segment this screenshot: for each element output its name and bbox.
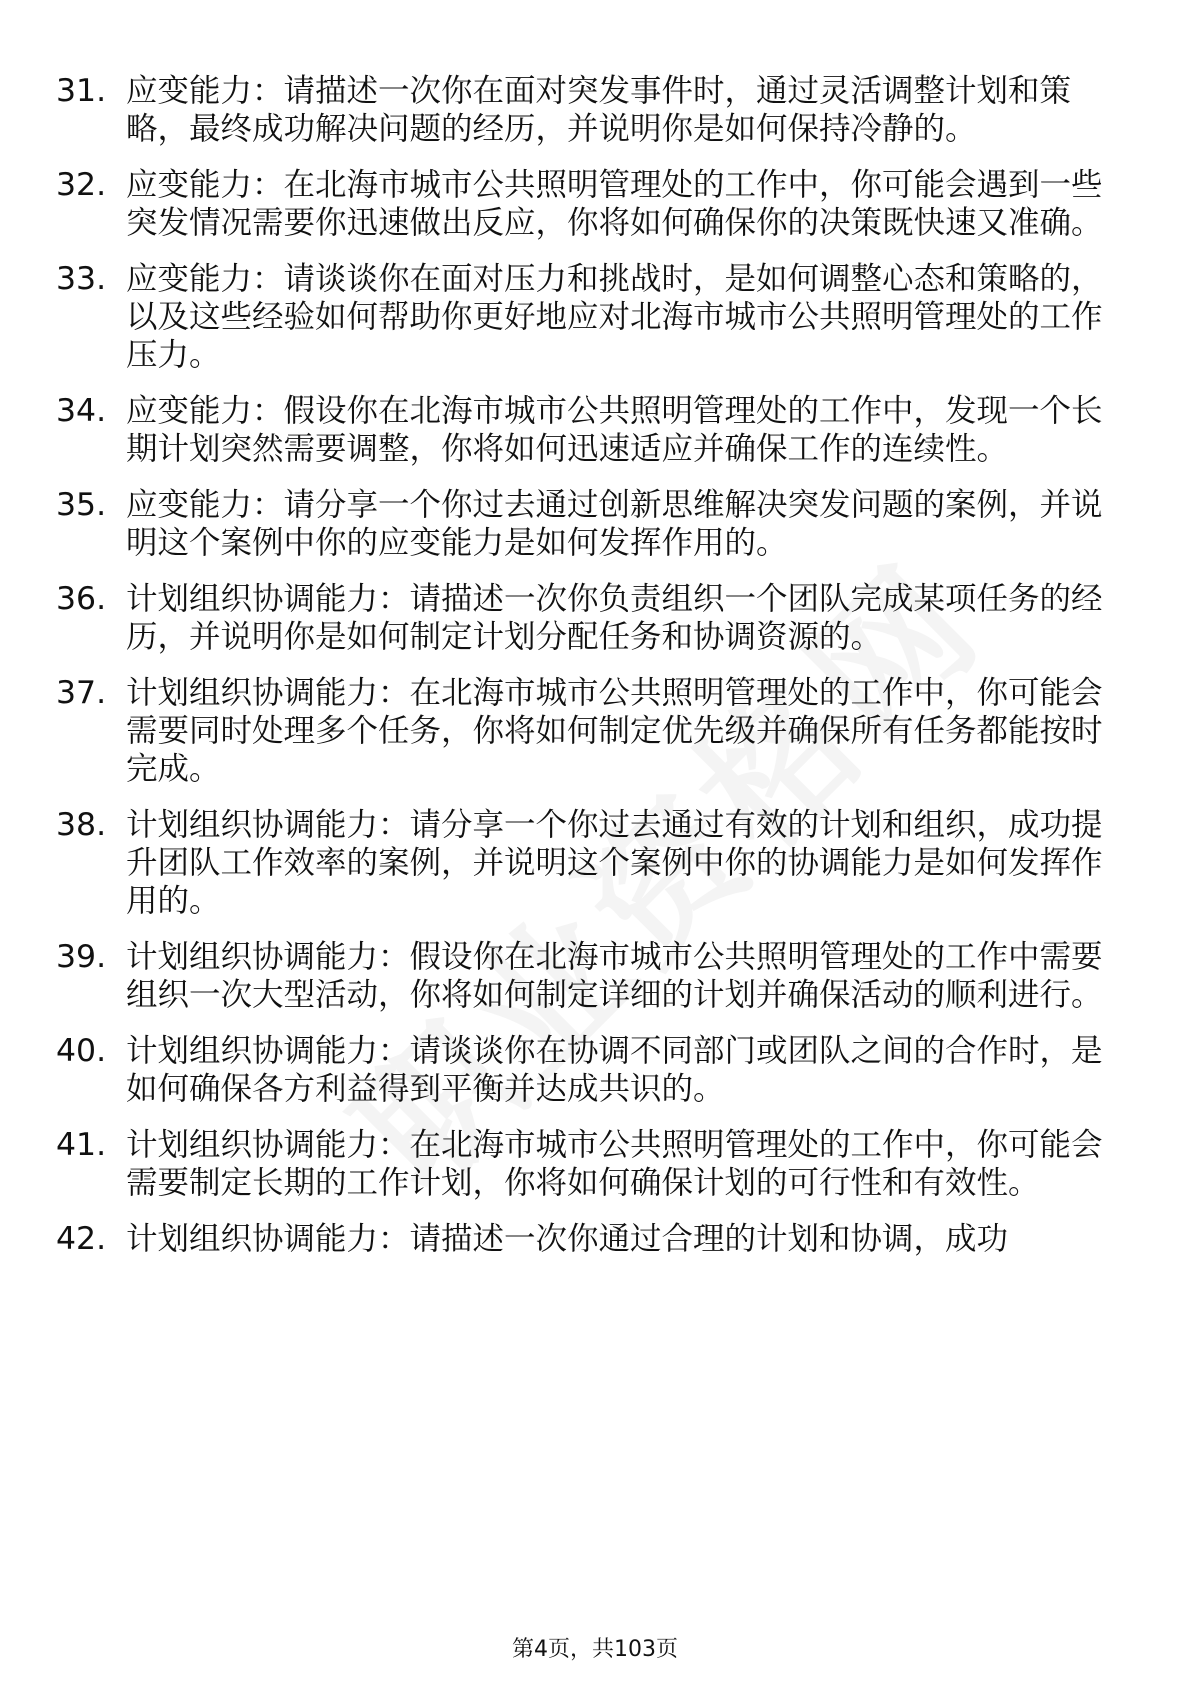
page-footer	[0, 1632, 1190, 1663]
question-number: 32.	[56, 167, 107, 203]
question-number: 35.	[56, 487, 107, 523]
question-item	[56, 260, 1116, 374]
question-text: 计划组织协调能力：请谈谈你在协调不同部门或团队之间的合作时，是如何确保各方利益得到平衡并达成共识的。	[126, 1033, 1103, 1107]
question-item	[56, 392, 1116, 468]
question-item	[56, 166, 1116, 242]
question-number: 38.	[56, 807, 107, 843]
question-item	[56, 938, 1116, 1014]
question-number: 39.	[56, 939, 107, 975]
question-number: 37.	[56, 675, 107, 711]
question-number: 41.	[56, 1127, 107, 1163]
question-text: 应变能力：在北海市城市公共照明管理处的工作中，你可能会遇到一些突发情况需要你迅速做出反应，你将如何确保你的决策既快速又准确。	[126, 167, 1103, 241]
question-item	[56, 1220, 1116, 1258]
question-item	[56, 486, 1116, 562]
question-text: 应变能力：请谈谈你在面对压力和挑战时，是如何调整心态和策略的，以及这些经验如何帮助你更好地应对北海市城市公共照明管理处的工作压力。	[126, 261, 1103, 373]
question-text: 计划组织协调能力：假设你在北海市城市公共照明管理处的工作中需要组织一次大型活动，你将如何制定详细的计划并确保活动的顺利进行。	[126, 939, 1103, 1013]
question-text: 应变能力：请描述一次你在面对突发事件时，通过灵活调整计划和策略，最终成功解决问题的经历，并说明你是如何保持冷静的。	[126, 73, 1072, 147]
page-number-label: 第4页，共103页	[512, 1637, 678, 1662]
question-text: 计划组织协调能力：请描述一次你通过合理的计划和协调，成功	[126, 1221, 1009, 1257]
question-item	[56, 1032, 1116, 1108]
question-text: 计划组织协调能力：在北海市城市公共照明管理处的工作中，你可能会需要制定长期的工作计划，你将如何确保计划的可行性和有效性。	[126, 1127, 1103, 1201]
question-number: 42.	[56, 1221, 107, 1257]
question-item	[56, 806, 1116, 920]
question-text: 计划组织协调能力：请描述一次你负责组织一个团队完成某项任务的经历，并说明你是如何制定计划分配任务和协调资源的。	[126, 581, 1103, 655]
question-text: 应变能力：请分享一个你过去通过创新思维解决突发问题的案例，并说明这个案例中你的应变能力是如何发挥作用的。	[126, 487, 1103, 561]
question-number: 36.	[56, 581, 107, 617]
question-item	[56, 1126, 1116, 1202]
question-item	[56, 72, 1116, 148]
question-item	[56, 674, 1116, 788]
question-text: 计划组织协调能力：请分享一个你过去通过有效的计划和组织，成功提升团队工作效率的案例，并说明这个案例中你的协调能力是如何发挥作用的。	[126, 807, 1103, 919]
question-number: 33.	[56, 261, 107, 297]
question-text: 应变能力：假设你在北海市城市公共照明管理处的工作中，发现一个长期计划突然需要调整，你将如何迅速适应并确保工作的连续性。	[126, 393, 1103, 467]
question-number: 34.	[56, 393, 107, 429]
question-text: 计划组织协调能力：在北海市城市公共照明管理处的工作中，你可能会需要同时处理多个任务，你将如何制定优先级并确保所有任务都能按时完成。	[126, 675, 1103, 787]
question-number: 31.	[56, 73, 107, 109]
question-number: 40.	[56, 1033, 107, 1069]
question-list	[56, 72, 1116, 1276]
question-item	[56, 580, 1116, 656]
